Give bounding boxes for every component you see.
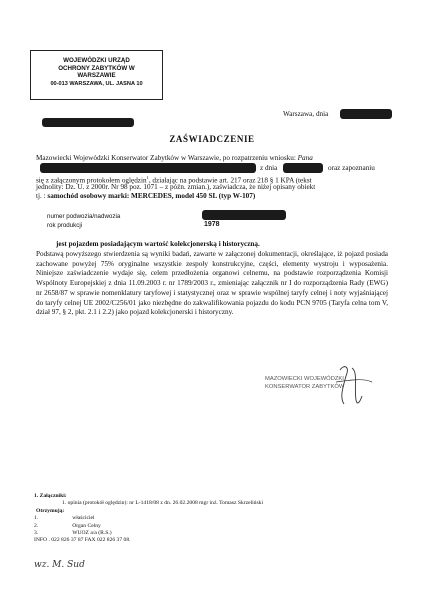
office-stamp bbox=[30, 50, 163, 100]
document-title: ZAŚWIADCZENIE bbox=[169, 134, 255, 144]
body-line-3-a: się z załączonym protokołem oględzin bbox=[36, 176, 147, 185]
vin-label: numer podwozia/nadwozia bbox=[47, 213, 121, 220]
conservator-stamp-line-1: MAZOWIECKI WOJEWÓDZKI bbox=[265, 376, 344, 382]
redaction-applicant bbox=[40, 163, 256, 173]
attachments-header: 1. Załączniki: bbox=[34, 493, 67, 499]
year-label: rok produkcji bbox=[47, 222, 83, 229]
recipient-1-text: właściciel bbox=[72, 515, 95, 522]
conservator-stamp-line-2: KONSERWATOR ZABYTKÓW bbox=[265, 384, 345, 390]
stamp-line-3: WARSZAWIE bbox=[77, 72, 116, 80]
body-line-5 bbox=[36, 192, 255, 202]
recipient-3 bbox=[34, 530, 263, 537]
recipient-3-num: 3. bbox=[34, 530, 39, 537]
body-line-2-dnia: z dnia bbox=[260, 164, 278, 172]
body-line-4: jednolity: Dz. U. z 2000r. Nr 98 poz. 1071 – z późn. zmian.), zaświadcza, że niżej opisany obiekt bbox=[36, 182, 316, 191]
redaction-vin bbox=[202, 210, 286, 220]
stamp-line-2: OCHRONY ZABYTKÓW W bbox=[58, 64, 135, 72]
redaction-header-left bbox=[42, 118, 134, 127]
recipient-3-text: WUOZ a/a (R.S.) bbox=[72, 530, 112, 537]
year-value: 1978 bbox=[204, 221, 220, 228]
recipient-1-num: 1. bbox=[34, 515, 39, 522]
justification-paragraph: Podstawą powyższego stwierdzenia są wyniki badań, zawarte w załączonej dokumentacji, określające, iż pojazd posiada zachowane powyżej 75% oryginalne wszystkie zespoły konstrukcyjne, części, elementy wystroju i wyposażenia. Niniejsze zaświadczenie wydaje się, celem przedłożenia organowi celnemu, na podstawie rozporządzenia Komisji Wspólnoty Europejskiej z dnia 11.09.2003 r. nr 1789/2003 r., zmieniając załącznik nr I do rozporządzenia Rady (EWG) nr 2658/87 w sprawie nomenklatury taryfowej i statystycznej oraz w sprawie wspólnej taryfy celnej i noty wyjaśniającej do taryfy celnej UE 2002/C256/01 jako niezbędne do zakwalifikowania pojazdu do kodu PCN 9705 (Taryfa celna tom V, dział 97, § 2, pkt. 2.1 i 2.2) jako pojazd kolekcjonerski i historyczny. bbox=[36, 250, 388, 317]
handwritten-initials: wz. M. Sud bbox=[34, 560, 85, 570]
body-line-5-prefix: tj. : bbox=[36, 192, 46, 200]
contact-info: INFO . 022 826 37 87 FAX 022 826 37 08. bbox=[34, 537, 131, 544]
stamp-line-1: WOJEWÓDZKI URZĄD bbox=[63, 57, 130, 64]
attachment-item-1: 1. opinia (protokół oględzin): nr L-1418/08 z dn. 26.02.2008 mgr inż. Tomasz Skrzeliński bbox=[62, 500, 264, 507]
recipient-1 bbox=[34, 515, 263, 522]
body-line-3-b: , działając na podstawie art. 217 oraz 218 § 1 KPA (tekst bbox=[148, 176, 312, 185]
recipients-header: Otrzymują: bbox=[36, 507, 65, 514]
date-line bbox=[283, 110, 328, 120]
recipient-2-text: Organ Celny bbox=[72, 522, 101, 529]
body-line-1-text: Mazowiecki Wojewódzki Konserwator Zabytków w Warszawie, po rozpatrzeniu wniosku: bbox=[36, 154, 296, 162]
body-line-1-pana: Pana bbox=[297, 154, 313, 162]
recipient-2-num: 2. bbox=[34, 522, 39, 529]
footnote-sup: 1 bbox=[146, 175, 149, 180]
stamp-address: 00-013 WARSZAWA, UL. JASNA 10 bbox=[50, 80, 143, 87]
date-label: Warszawa, dnia bbox=[283, 110, 329, 118]
collector-value-statement: jest pojazdem posiadającym wartość kolekcjonerską i historyczną. bbox=[56, 240, 260, 248]
signature-icon bbox=[300, 360, 390, 410]
redaction-request-date bbox=[283, 163, 323, 173]
attachments-block bbox=[34, 493, 263, 545]
body-line-2-rest: oraz zapoznaniu bbox=[328, 164, 375, 172]
recipient-2 bbox=[34, 523, 263, 530]
redaction-date bbox=[340, 109, 392, 119]
vehicle-description: samochód osobowy marki: MERCEDES, model 450 SL (typ W-107) bbox=[47, 192, 256, 200]
